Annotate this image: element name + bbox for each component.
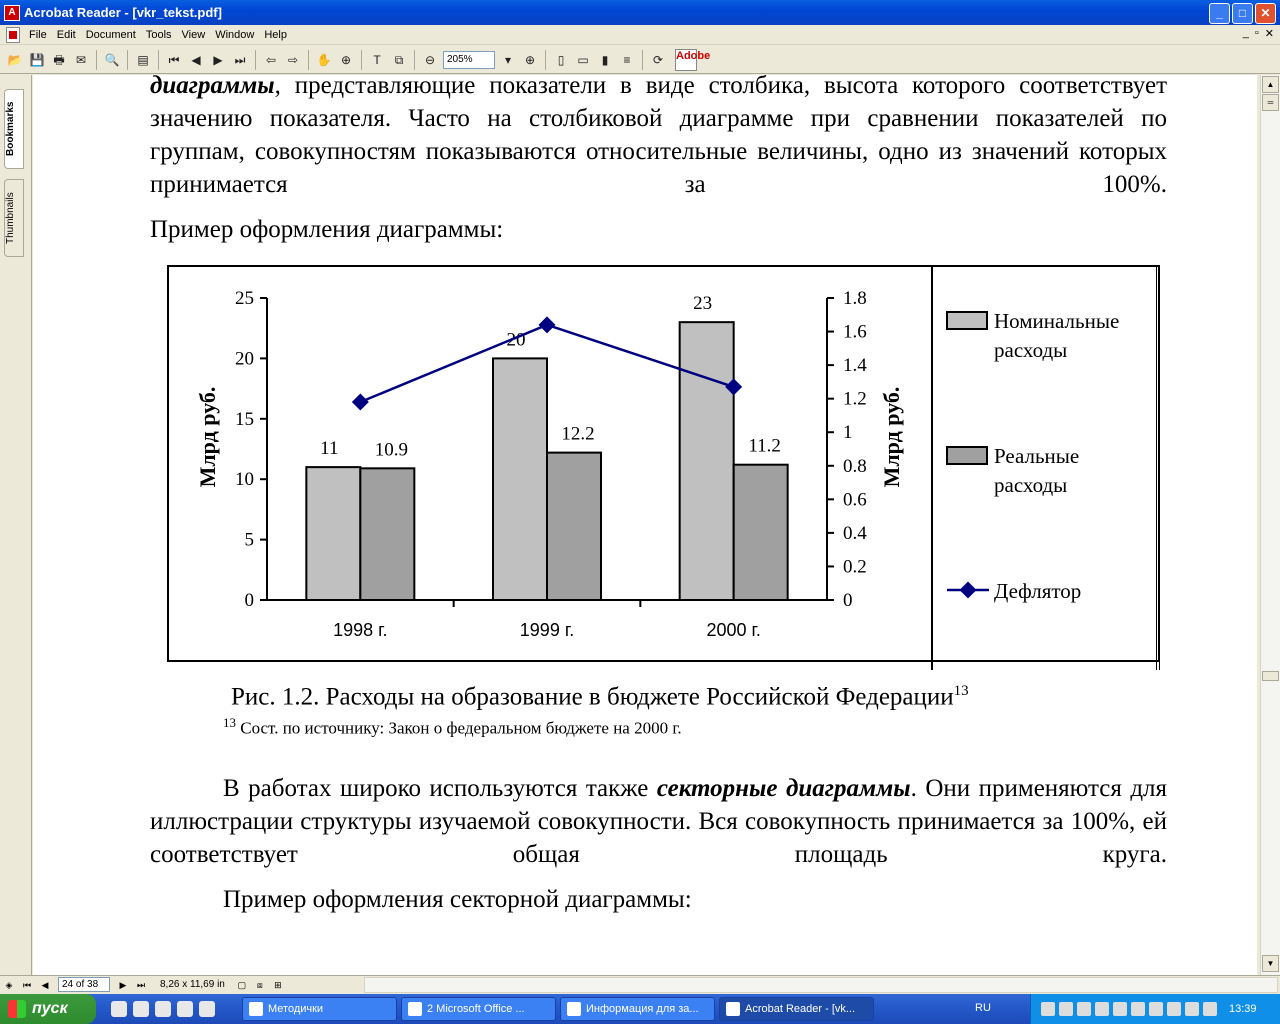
folder-icon bbox=[249, 1002, 263, 1016]
data-label: 11 bbox=[320, 438, 339, 460]
menu-help[interactable]: Help bbox=[264, 28, 287, 41]
y-tick-label-right: 1.6 bbox=[843, 321, 867, 343]
tray-icon[interactable] bbox=[1149, 1002, 1163, 1016]
data-label: 10.9 bbox=[374, 439, 408, 461]
doc-close-button[interactable]: ✕ bbox=[1264, 28, 1274, 40]
tray-icon[interactable] bbox=[1185, 1002, 1199, 1016]
legend-label-nominal: Номинальные расходы bbox=[994, 309, 1120, 362]
opera-icon bbox=[567, 1002, 581, 1016]
maximize-button[interactable]: □ bbox=[1232, 3, 1253, 24]
zoom-dropdown-icon[interactable]: ▾ bbox=[504, 52, 512, 67]
title-bar bbox=[0, 0, 1280, 25]
text-select-icon[interactable]: T bbox=[373, 52, 381, 67]
y-axis-title-left: Млрд руб. bbox=[195, 386, 220, 488]
figure-caption bbox=[231, 683, 969, 711]
legend-swatch-nominal bbox=[947, 312, 987, 329]
example-label: Пример оформления диаграммы: bbox=[150, 216, 504, 243]
scroll-up-icon[interactable]: ▲ bbox=[1262, 76, 1279, 93]
y-tick-label-right: 1.8 bbox=[843, 288, 867, 309]
document-view[interactable] bbox=[33, 75, 1257, 975]
task-acrobat[interactable] bbox=[719, 997, 874, 1021]
last-page-icon[interactable]: ⏭ bbox=[234, 52, 246, 67]
snapshot-icon[interactable]: ⧉ bbox=[394, 52, 404, 67]
y-tick-label-left: 15 bbox=[235, 408, 254, 430]
legend-label-deflator: Дефлятор bbox=[994, 579, 1082, 603]
status-last-page-icon[interactable]: ⏭ bbox=[136, 979, 146, 990]
quicklaunch-app-icon[interactable] bbox=[199, 1001, 215, 1017]
task-opera[interactable] bbox=[560, 997, 715, 1021]
quicklaunch-opera-icon[interactable] bbox=[177, 1001, 193, 1017]
acrobat-icon bbox=[726, 1002, 740, 1016]
save-icon[interactable]: 💾 bbox=[29, 52, 45, 67]
zoom-input[interactable]: 205% bbox=[443, 51, 495, 69]
y-tick-label-left: 5 bbox=[244, 529, 254, 551]
windows-flag-icon bbox=[8, 1000, 26, 1018]
page-size: 8,26 x 11,69 in bbox=[160, 979, 225, 990]
actual-size-icon[interactable]: ▯ bbox=[557, 52, 565, 67]
next-page-icon[interactable]: ▶ bbox=[213, 52, 223, 67]
page-number-input[interactable]: 24 of 38 bbox=[58, 977, 110, 992]
bar-real bbox=[360, 468, 414, 600]
y-tick-label-right: 0.2 bbox=[843, 556, 867, 578]
tray-icon[interactable] bbox=[1041, 1002, 1055, 1016]
tab-thumbnails[interactable]: Thumbnails bbox=[4, 179, 24, 257]
previous-page-icon[interactable]: ◀ bbox=[191, 52, 201, 67]
split-icon[interactable]: ═ bbox=[1262, 94, 1279, 111]
y-tick-label-right: 0.6 bbox=[843, 489, 867, 511]
scroll-down-icon[interactable]: ▼ bbox=[1262, 955, 1279, 972]
hand-tool-icon[interactable]: ✋ bbox=[316, 52, 332, 67]
first-page-icon[interactable]: ⏮ bbox=[168, 52, 180, 67]
data-label: 20 bbox=[506, 329, 526, 351]
bar-nominal bbox=[680, 322, 734, 600]
minimize-button[interactable]: _ bbox=[1209, 3, 1230, 24]
quicklaunch-media-icon[interactable] bbox=[155, 1001, 171, 1017]
start-label: пуск bbox=[32, 1000, 68, 1017]
footnote bbox=[223, 715, 682, 739]
task-label: Acrobat Reader - [vk... bbox=[745, 1003, 856, 1015]
tray-icon[interactable] bbox=[1095, 1002, 1109, 1016]
menu-document[interactable]: Document bbox=[85, 28, 136, 41]
language-indicator[interactable]: RU bbox=[975, 1002, 991, 1014]
y-tick-label-left: 25 bbox=[235, 288, 254, 309]
menu-window[interactable]: Window bbox=[215, 28, 255, 41]
vertical-scrollbar[interactable] bbox=[1260, 75, 1280, 975]
document-icon[interactable] bbox=[6, 27, 20, 43]
task-word[interactable] bbox=[401, 997, 556, 1021]
fit-page-icon[interactable]: ▭ bbox=[577, 52, 589, 67]
zoom-out-icon[interactable]: ⊖ bbox=[424, 52, 436, 67]
tray-icon[interactable] bbox=[1203, 1002, 1217, 1016]
x-tick-label: 1998 г. bbox=[333, 620, 388, 640]
y-tick-label-left: 20 bbox=[235, 348, 254, 370]
paragraph-pie-charts bbox=[150, 772, 1167, 871]
bar-chart bbox=[33, 75, 1257, 675]
tray-icon[interactable] bbox=[1059, 1002, 1073, 1016]
print-icon[interactable]: 🖶 bbox=[53, 52, 65, 67]
open-icon[interactable]: 📂 bbox=[7, 52, 23, 67]
footnote-number: 13 bbox=[223, 715, 236, 730]
status-menu-icon[interactable]: ◈ bbox=[5, 979, 13, 990]
word-icon bbox=[408, 1002, 422, 1016]
task-label: 2 Microsoft Office ... bbox=[427, 1003, 525, 1015]
menu-tools[interactable]: Tools bbox=[145, 28, 172, 41]
horizontal-scrollbar[interactable] bbox=[364, 977, 1278, 993]
paragraph-text: , представляющие показатели в виде столбика, высота которого соответствует значению показателя. Часто на столбиковой диаграмме при сравнении показателей по группам, совокупностям показываются относительные величины, одно из значений которых принимается за 100%. bbox=[150, 75, 1167, 198]
tray-icon[interactable] bbox=[1077, 1002, 1091, 1016]
show-navigation-pane-icon[interactable]: ▤ bbox=[137, 52, 149, 67]
zoom-in-icon[interactable]: ⊕ bbox=[524, 52, 536, 67]
task-folder[interactable] bbox=[242, 997, 397, 1021]
y-tick-label-right: 0.8 bbox=[843, 455, 867, 477]
bar-real bbox=[734, 465, 788, 600]
y-tick-label-right: 0 bbox=[843, 590, 853, 611]
status-bar bbox=[0, 975, 1280, 993]
y-tick-label-right: 1.2 bbox=[843, 388, 867, 410]
toolbar bbox=[0, 46, 1280, 74]
scroll-thumb[interactable] bbox=[1262, 671, 1279, 681]
caption-footnote-ref: 13 bbox=[953, 683, 969, 699]
acrobat-app-icon[interactable]: A bbox=[4, 5, 20, 21]
status-prev-page-icon[interactable]: ◀ bbox=[41, 979, 49, 990]
bar-nominal bbox=[306, 467, 360, 600]
menu-file[interactable]: File bbox=[29, 28, 47, 41]
paragraph-text-rest: . Они применяются для иллюстрации структуры изучаемой совокупности. Вся совокупность принимается за 100%, ей соответствует общая площадь круга. bbox=[150, 775, 1168, 868]
adobe-logo[interactable]: Adobe bbox=[675, 49, 697, 71]
deflator-point bbox=[352, 394, 369, 411]
menu-view[interactable]: View bbox=[181, 28, 206, 41]
data-label: 12.2 bbox=[561, 423, 595, 445]
tray-icon[interactable] bbox=[1113, 1002, 1127, 1016]
legend-swatch-real bbox=[947, 447, 987, 464]
bar-nominal bbox=[493, 358, 547, 600]
go-back-icon[interactable]: ⇦ bbox=[265, 52, 277, 67]
start-button[interactable] bbox=[0, 994, 96, 1024]
doc-restore-button[interactable]: ▫ bbox=[1254, 27, 1259, 39]
email-icon[interactable]: ✉ bbox=[75, 52, 87, 67]
y-axis-title-right: Млрд руб. bbox=[879, 386, 904, 488]
caption-text: Рис. 1.2. Расходы на образование в бюджете Российской Федерации bbox=[231, 683, 954, 711]
footnote-text: Сост. по источнику: Закон о федеральном бюджете на 2000 г. bbox=[240, 718, 682, 738]
bold-term-diagrams: диаграммы bbox=[150, 75, 275, 99]
rotate-icon[interactable]: ⟳ bbox=[652, 52, 664, 67]
deflator-point bbox=[539, 316, 556, 333]
bar-real bbox=[547, 453, 601, 600]
data-label: 11.2 bbox=[748, 435, 781, 457]
menu-edit[interactable]: Edit bbox=[56, 28, 76, 41]
y-tick-label-right: 0.4 bbox=[843, 522, 867, 544]
window-title: Acrobat Reader - [vkr_tekst.pdf] bbox=[24, 5, 222, 20]
status-next-page-icon[interactable]: ▶ bbox=[119, 979, 127, 990]
facing-icon[interactable]: ⊞ bbox=[274, 979, 282, 990]
y-tick-label-right: 1.4 bbox=[843, 355, 867, 377]
search-icon[interactable]: 🔍 bbox=[104, 52, 120, 67]
status-first-page-icon[interactable]: ⏮ bbox=[22, 979, 32, 990]
tray-icon[interactable] bbox=[1167, 1002, 1181, 1016]
paragraph-text-start: В работах широко используются также bbox=[223, 775, 657, 802]
x-tick-label: 1999 г. bbox=[519, 620, 575, 640]
zoom-tool-icon[interactable]: ⊕ bbox=[340, 52, 352, 67]
legend-marker-deflator bbox=[960, 582, 977, 599]
data-label: 23 bbox=[693, 293, 713, 315]
close-button[interactable]: ✕ bbox=[1255, 3, 1276, 24]
tray-icon[interactable] bbox=[1131, 1002, 1145, 1016]
quicklaunch-outlook-icon[interactable] bbox=[111, 1001, 127, 1017]
doc-minimize-button[interactable]: _ bbox=[1242, 27, 1249, 39]
x-tick-label: 2000 г. bbox=[706, 620, 761, 640]
navigation-tabs bbox=[0, 75, 32, 975]
go-forward-icon[interactable]: ⇨ bbox=[287, 52, 299, 67]
fit-width-icon[interactable]: ▮ bbox=[601, 52, 609, 67]
taskbar bbox=[0, 994, 1280, 1024]
reflow-icon[interactable]: ≡ bbox=[623, 52, 631, 67]
task-label: Методички bbox=[268, 1003, 324, 1015]
bold-term-sector-diagrams: секторные диаграммы bbox=[656, 775, 911, 802]
y-tick-label-right: 1 bbox=[843, 422, 853, 444]
task-label: Информация для за... bbox=[586, 1003, 699, 1015]
quicklaunch-ie-icon[interactable] bbox=[133, 1001, 149, 1017]
system-tray bbox=[1030, 994, 1280, 1024]
legend-label-real: Реальные расходы bbox=[994, 444, 1080, 497]
pie-example-label: Пример оформления секторной диаграммы: bbox=[223, 886, 692, 913]
tab-bookmarks[interactable]: Bookmarks bbox=[4, 89, 24, 169]
clock[interactable]: 13:39 bbox=[1229, 1003, 1257, 1015]
single-page-icon[interactable]: ▢ bbox=[237, 979, 247, 990]
continuous-icon[interactable]: ⧈ bbox=[257, 979, 263, 990]
y-tick-label-left: 0 bbox=[244, 590, 254, 611]
y-tick-label-left: 10 bbox=[235, 469, 254, 491]
menu-bar bbox=[0, 25, 1280, 45]
